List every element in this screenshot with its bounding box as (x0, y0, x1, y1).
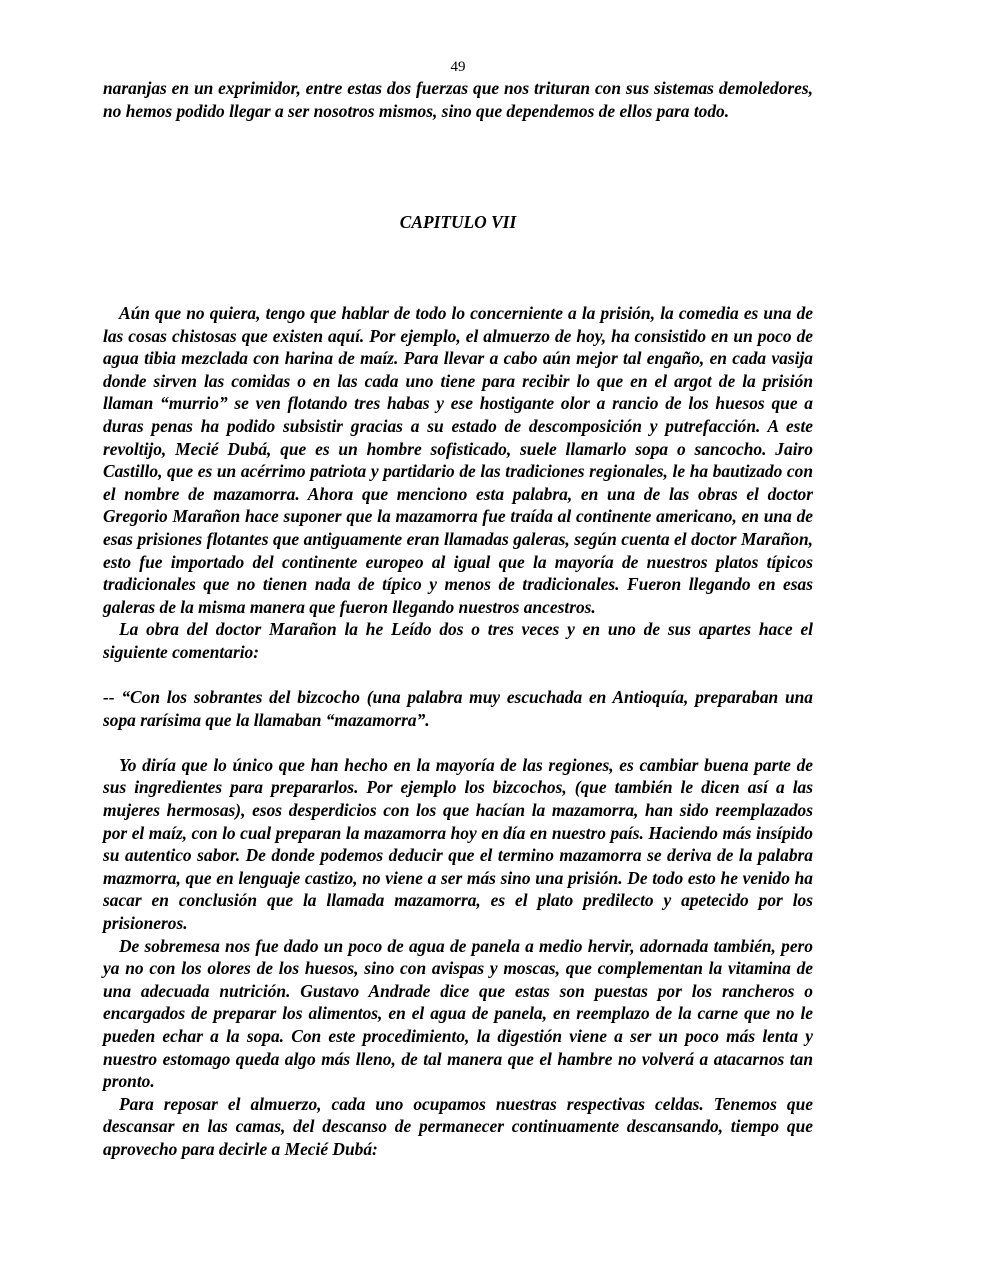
paragraph-dessert: De sobremesa nos fue dado un poco de agua de panela a medio hervir, adornada también, pero ya no con los olores de los huesos, sino con avispas y moscas, que complementan la vitamina de una adecuada nutrición. Gustavo Andrade dice que estas son puestas por los rancheros o encargados de preparar los alimentos, en el agua de panela, en reemplazo de la carne que no le pueden echar a la sopa. Con este procedimiento, la digestión viene a ser un poco más lenta y nuestro estomago queda algo más lleno, de tal manera que el hambre no volverá a atacarnos tan pronto. (103, 935, 813, 1092)
paragraph-maranon-work: La obra del doctor Marañon la he Leído dos o tres veces y en uno de sus apartes hace el siguiente comentario: (103, 619, 813, 662)
page-number: 49 (450, 59, 466, 75)
paragraph-gap (103, 664, 813, 687)
quotation-paragraph: -- “Con los sobrantes del bizcocho (una palabra muy escuchada en Antioquía, preparaban una sopa rarísima que la llamaban “mazamorra”. (103, 687, 813, 730)
paragraph-rest: Para reposar el almuerzo, cada uno ocupamos nuestras respectivas celdas. Tenemos que descansar en las camas, del descanso de permanecer continuamente descansando, tiempo que aprovecho para decirle a Mecié Dubá: (103, 1093, 813, 1159)
paragraph-prison-meal: Aún que no quiera, tengo que hablar de todo lo concerniente a la prisión, la comedia es una de las cosas chistosas que existen aquí. Por ejemplo, el almuerzo de hoy, ha consistido en un poco de agua tibia mezclada con harina de maíz. Para llevar a cabo aún mejor tal engaño, en cada vasija donde sirven las comidas o en las cada uno tiene para recibir lo que en el argot de la prisión llaman “murrio” se ven flotando tres habas y ese hostigante olor a rancio de los huesos que a duras penas ha podido subsistir gracias a su estado de descomposición y putrefacción. A este revoltijo, Mecié Dubá, que es un hombre sofisticado, suele llamarlo sopa o sancocho. Jairo Castillo, que es un acérrimo patriota y partidario de las tradiciones regionales, le ha bautizado con el nombre de mazamorra. Ahora que menciono esta palabra, en una de las obras el doctor Gregorio Marañon hace suponer que la mazamorra fue traída al continente americano, en una de esas prisiones flotantes que antiguamente eran llamadas galeras, según cuenta el doctor Marañon, esto fue importado del continente europeo al igual que la mayoría de nuestros platos típicos tradicionales que no tienen nada de típico y menos de tradicionales. Fueron llegando en esas galeras de la misma manera que fueron llegando nuestros ancestros. (103, 303, 813, 617)
intro-paragraph-text: naranjas en un exprimidor, entre estas dos fuerzas que nos trituran con sus sistemas demoledores, no hemos podido llegar a ser nosotros mismos, sino que dependemos de ellos para todo. (103, 78, 813, 121)
chapter-body (103, 302, 813, 1161)
intro-paragraph (103, 77, 813, 122)
paragraph-regions: Yo diría que lo único que han hecho en la mayoría de las regiones, es cambiar buena parte de sus ingredientes para prepararlos. Por ejemplo los bizcochos, (que también le dicen así a las mujeres hermosas), esos desperdicios con los que hacían la mazamorra, han sido reemplazados por el maíz, con lo cual preparan la mazamorra hoy en día en nuestro país. Haciendo más insípido su autentico sabor. De donde podemos deducir que el termino mazamorra se deriva de la palabra mazmorra, que en lenguaje castizo, no viene a ser más sino una prisión. De todo esto he venido ha sacar en conclusión que la llamada mazamorra, es el plato predilecto y apetecido por los prisioneros. (103, 754, 813, 934)
chapter-title: CAPITULO VII (399, 212, 517, 232)
paragraph-gap (103, 731, 813, 754)
